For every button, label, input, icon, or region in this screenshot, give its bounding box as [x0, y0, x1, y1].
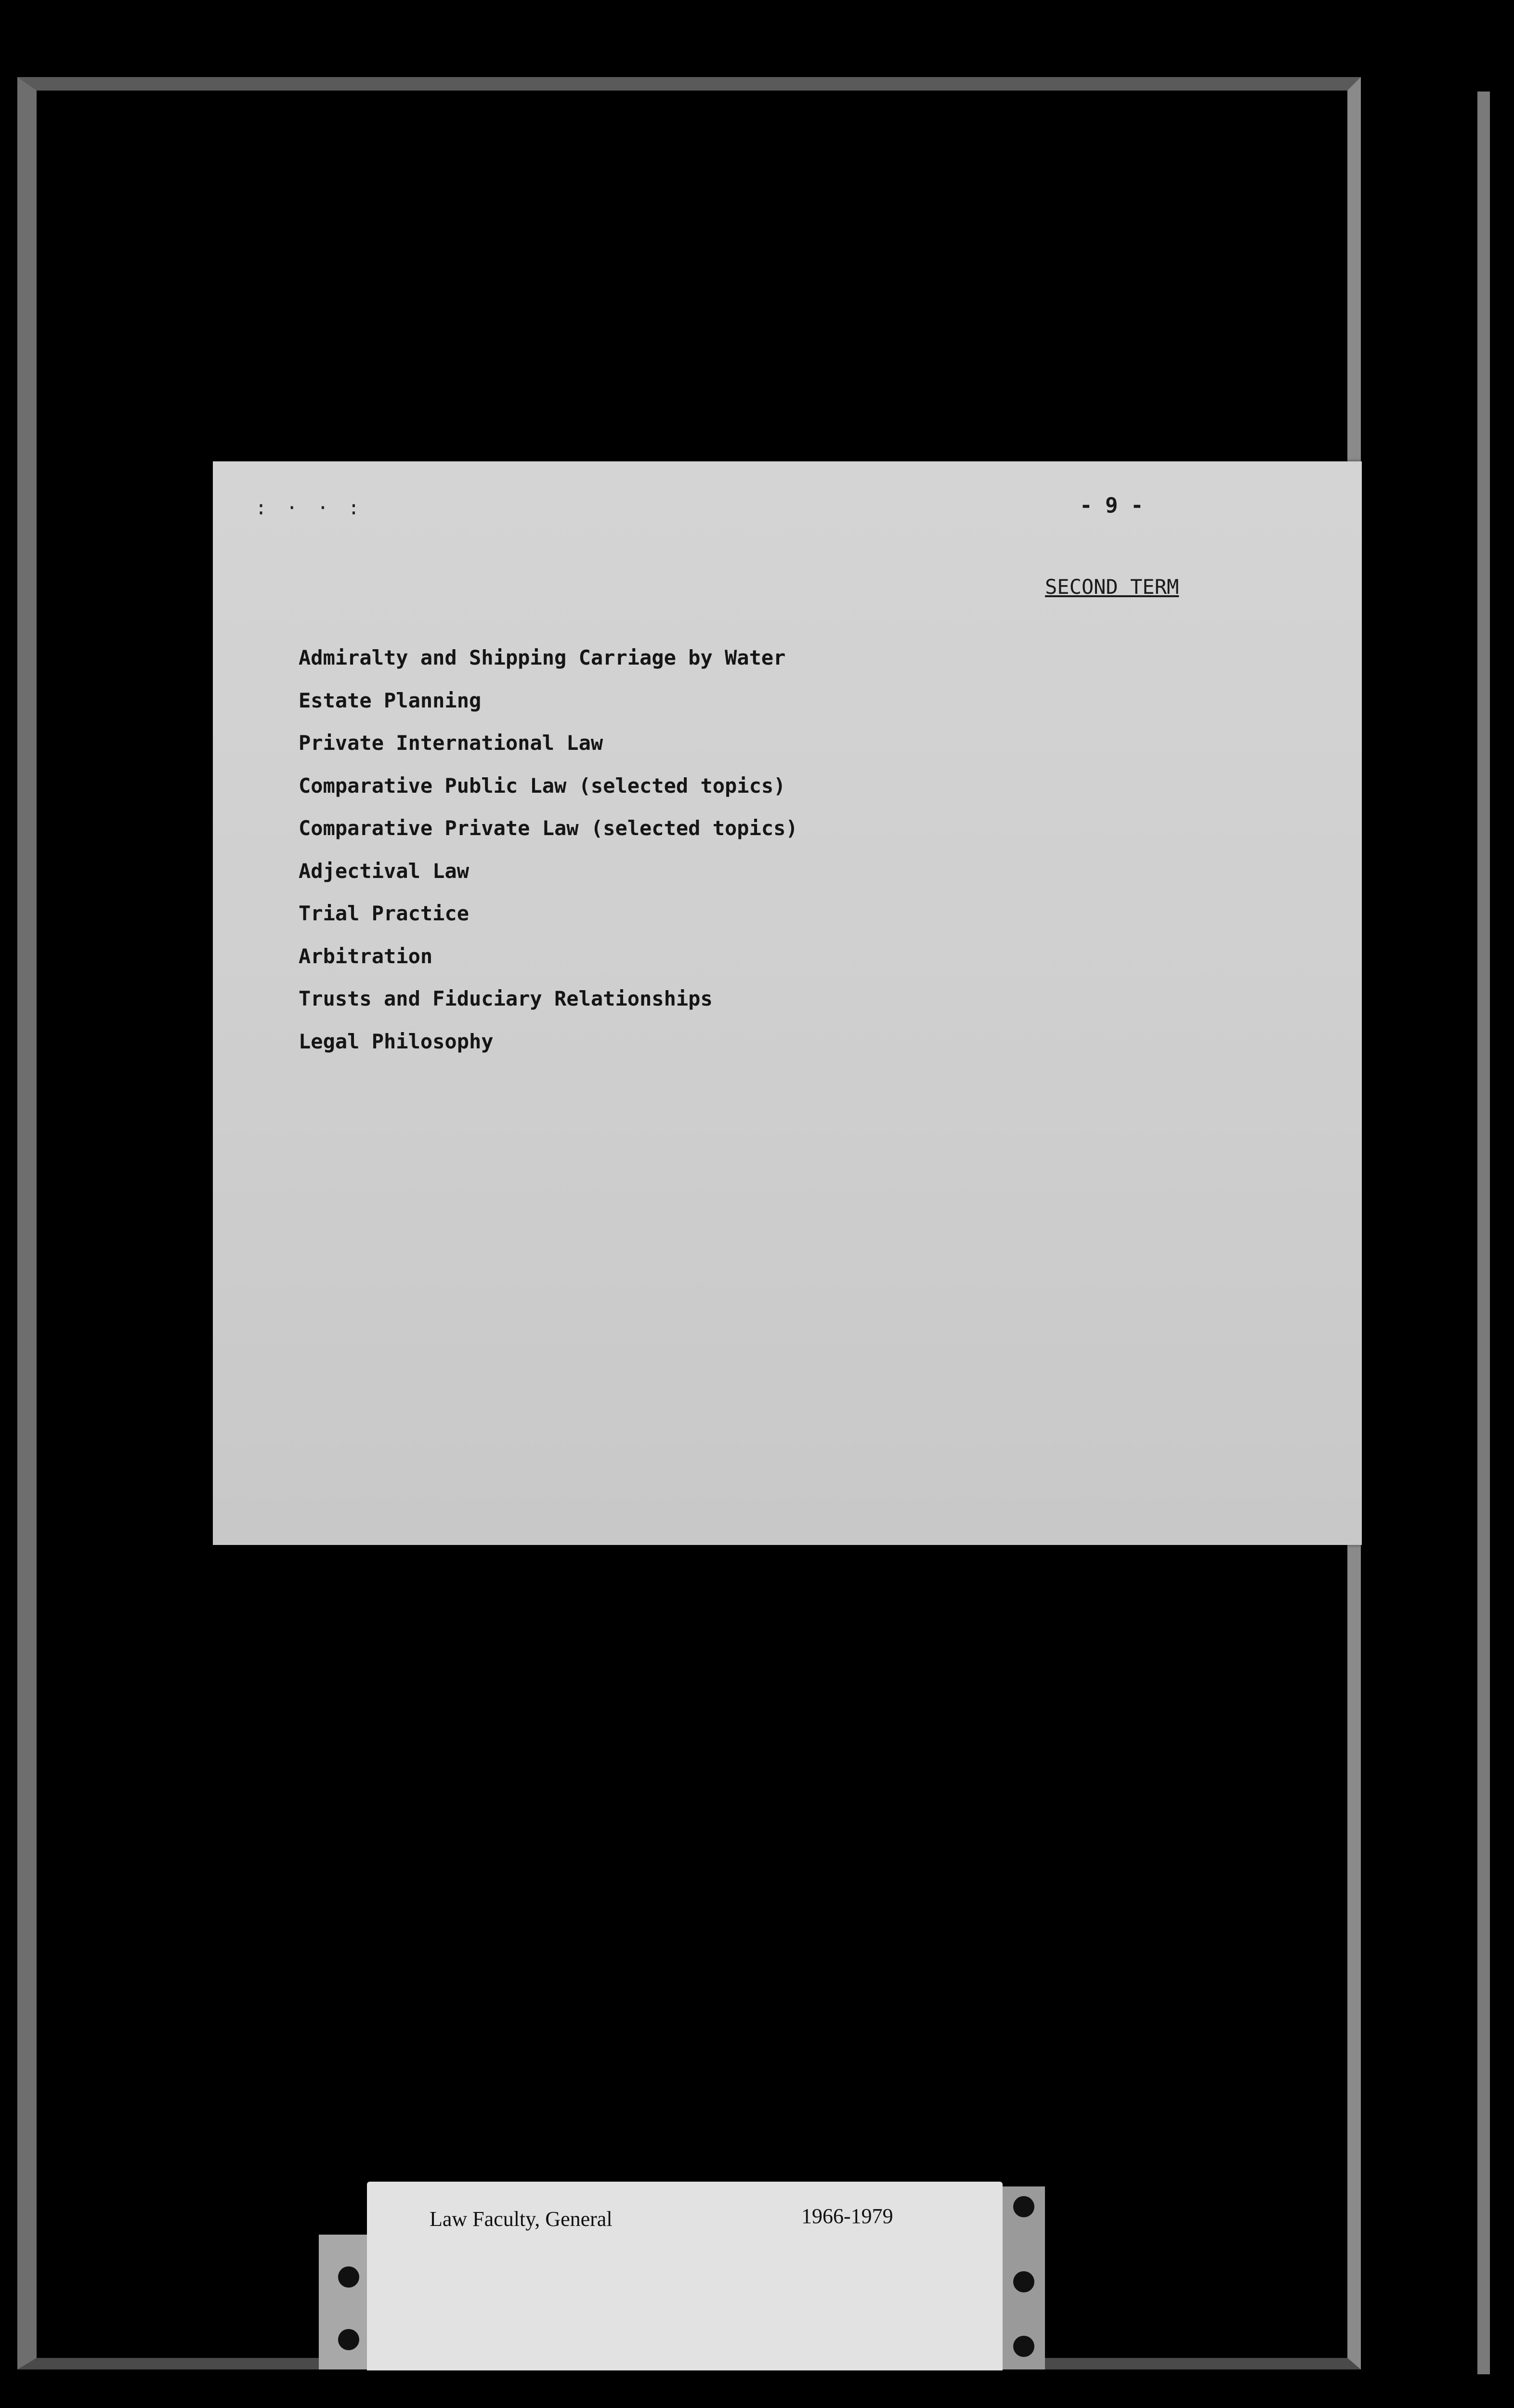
punch-hole — [1013, 2271, 1034, 2292]
course-item: Admiralty and Shipping Carriage by Water — [299, 646, 786, 669]
course-item: Adjectival Law — [299, 859, 470, 883]
index-card — [367, 2182, 1003, 2370]
card-tab-left — [319, 2235, 372, 2369]
punch-hole — [338, 2329, 359, 2350]
course-list — [299, 643, 798, 1070]
term-heading: SECOND TERM — [1045, 575, 1179, 599]
course-item: Private International Law — [299, 731, 603, 755]
course-item: Arbitration — [299, 944, 433, 968]
page-corner-mark: : · · : — [255, 497, 364, 519]
card-years: 1966-1979 — [801, 2204, 893, 2228]
course-item: Trusts and Fiduciary Relationships — [299, 987, 713, 1010]
document-page — [213, 461, 1362, 1545]
punch-hole — [1013, 2196, 1034, 2217]
course-item: Trial Practice — [299, 902, 470, 925]
course-item: Legal Philosophy — [299, 1029, 494, 1053]
page-number: - 9 - — [1080, 493, 1144, 518]
course-item: Estate Planning — [299, 688, 482, 712]
adjacent-frame-edge — [1477, 92, 1490, 2374]
card-subject: Law Faculty, General — [430, 2207, 613, 2231]
punch-hole — [1013, 2336, 1034, 2357]
card-tab-right — [1002, 2186, 1045, 2369]
course-item: Comparative Private Law (selected topics) — [299, 816, 798, 840]
punch-hole — [338, 2266, 359, 2288]
course-item: Comparative Public Law (selected topics) — [299, 773, 786, 798]
